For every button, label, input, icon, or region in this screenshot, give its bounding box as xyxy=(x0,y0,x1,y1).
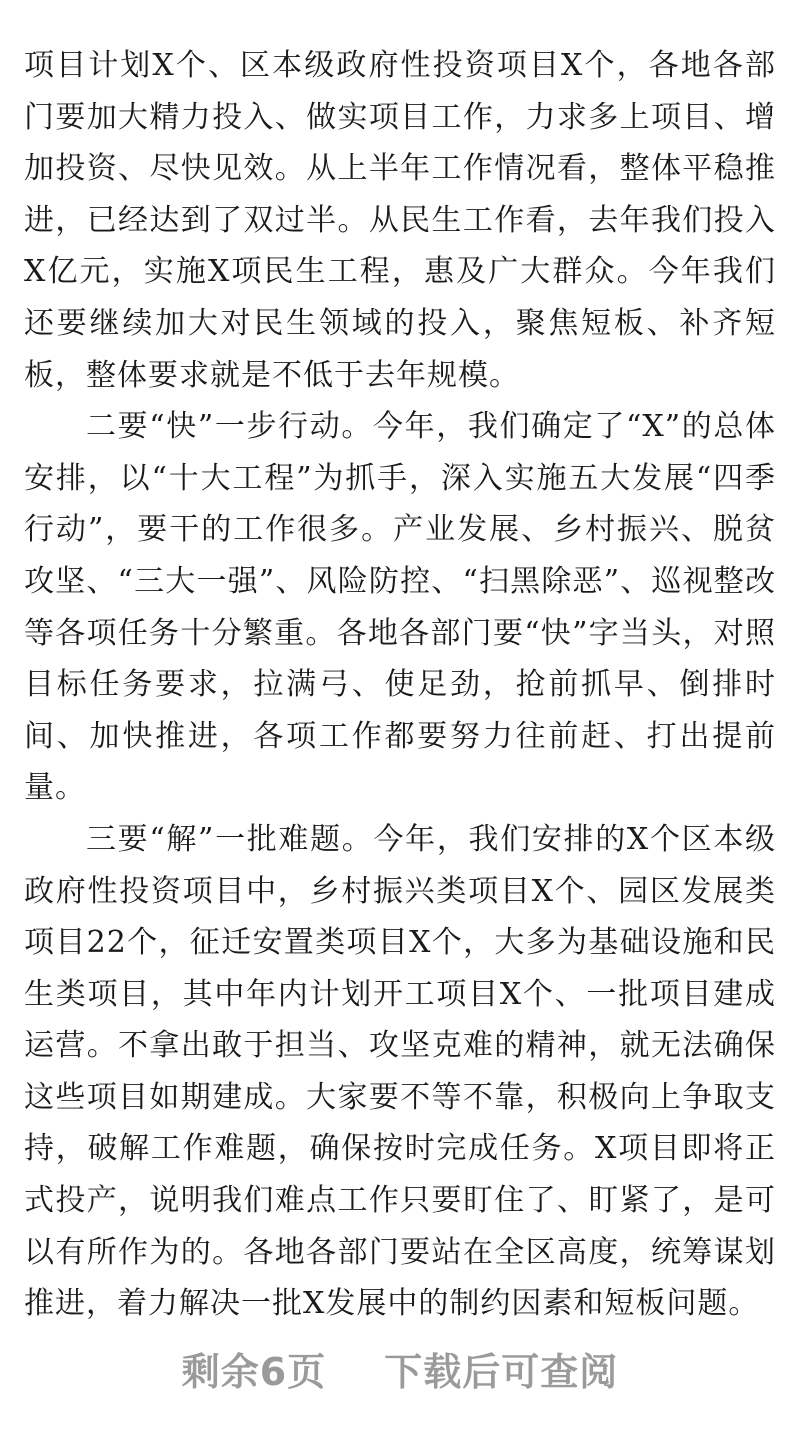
paragraph-speed-action: 二要“快”一步行动。今年，我们确定了“X”的总体安排，以“十大工程”为抓手，深入实施五大发展“四季行动”，要干的工作很多。产业发展、乡村振兴、脱贫攻坚、“三大一强”、风险防控、“扫黑除恶”、巡视整改等各项任务十分繁重。各地各部门要“快”字当头，对照目标任务要求，拉满弓、使足劲，抢前抓早、倒排时间、加快推进，各项工作都要努力往前赶、打出提前量。 xyxy=(24,409,776,806)
remaining-pages-label[interactable]: 剩余6页 xyxy=(181,1349,327,1394)
paragraph-solve-problems: 三要“解”一批难题。今年，我们安排的X个区本级政府性投资项目中，乡村振兴类项目X个、园区发展类项目22个，征迁安置类项目X个，大多为基础设施和民生类项目，其中年内计划开工项目X个、一批项目建成运营。不拿出敢于担当、攻坚克难的精神，就无法确保这些项目如期建成。大家要不等不靠，积极向上争取支持，破解工作难题，确保按时完成任务。X项目即将正式投产，说明我们难点工作只要盯住了、盯紧了，是可以有所作为的。各地各部门要站在全区高度，统筹谋划推进，着力解决一批X发展中的制约因素和短板问题。 xyxy=(24,821,776,1322)
document-body xyxy=(24,40,776,1330)
download-banner[interactable] xyxy=(0,1338,800,1398)
paragraph-continued: 项目计划X个、区本级政府性投资项目X个，各地各部门要加大精力投入、做实项目工作，力求多上项目、增加投资、尽快见效。从上半年工作情况看，整体平稳推进，已经达到了双过半。从民生工作看，去年我们投入X亿元，实施X项民生工程，惠及广大群众。今年我们还要继续加大对民生领域的投入，聚焦短板、补齐短板，整体要求就是不低于去年规模。 xyxy=(24,48,776,393)
download-to-view-label[interactable]: 下载后可查阅 xyxy=(384,1349,619,1394)
